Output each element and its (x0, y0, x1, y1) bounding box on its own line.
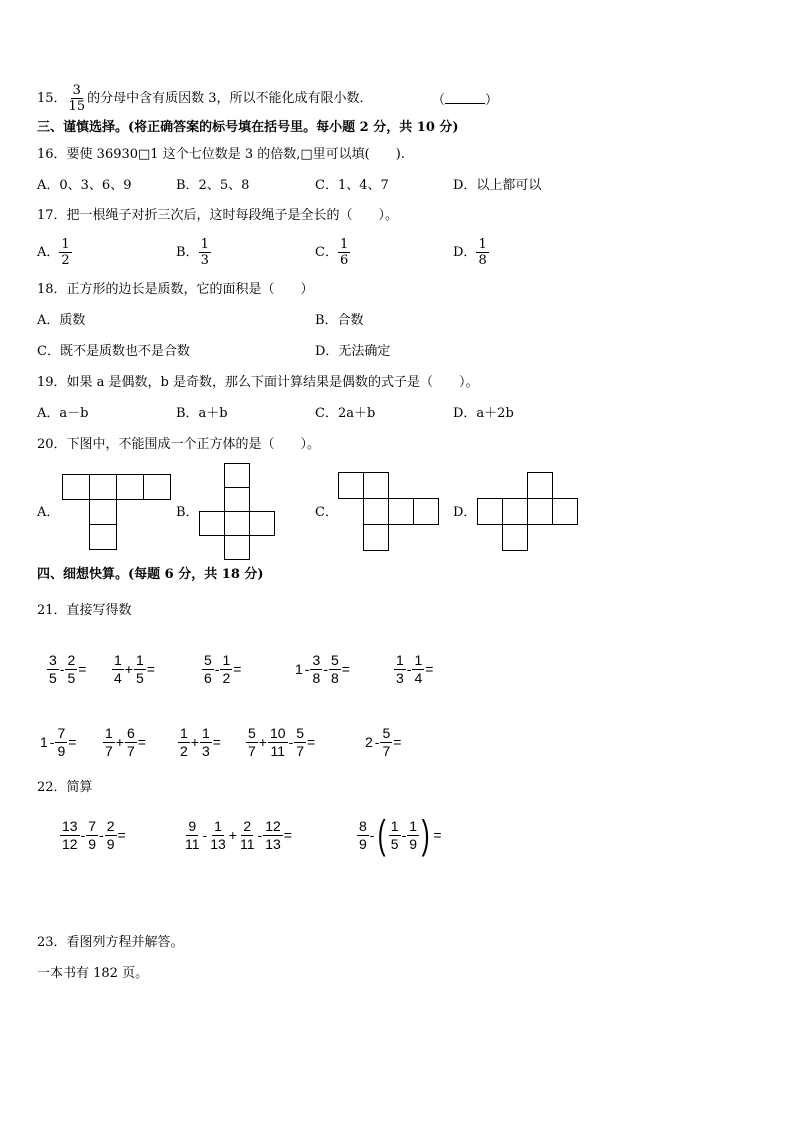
net-square (225, 488, 250, 512)
net-square (503, 499, 528, 525)
q15-fraction: $\frac{3}{15}$ (68, 83, 86, 114)
cube-net-d[interactable] (477, 472, 579, 552)
math-operator: = (425, 661, 434, 678)
math-operator: 2 (365, 734, 373, 751)
net-square (414, 499, 439, 525)
math-operator: = (433, 827, 442, 844)
net-square (117, 475, 144, 500)
fraction (112, 652, 124, 687)
numerator: 1 (114, 651, 122, 668)
numerator: 3 (49, 651, 57, 668)
numerator: 7 (88, 817, 97, 834)
fraction (200, 725, 212, 760)
net-square (528, 473, 553, 499)
q15-number: 15． (37, 91, 67, 106)
q20-option-d-label[interactable]: D． (453, 505, 477, 520)
math-operator: - (406, 661, 412, 678)
q16-option-c[interactable]: C．1、4、7 (315, 178, 389, 193)
cube-net-b[interactable] (199, 463, 277, 561)
math-operator: + (258, 734, 267, 751)
expr-r2-2[interactable] (103, 721, 147, 762)
fraction (60, 818, 80, 853)
q19-option-b[interactable]: B．a＋b (176, 406, 228, 421)
numerator: 8 (359, 817, 367, 834)
fraction (329, 652, 341, 687)
math-operator: - (288, 734, 294, 751)
math-operator: - (49, 734, 55, 751)
numerator: 5 (382, 724, 391, 741)
math-operator: + (190, 734, 199, 751)
math-operator: - (80, 827, 86, 844)
net-square (90, 525, 117, 550)
q19-option-c[interactable]: C．2a＋b (315, 406, 376, 421)
q18-stem: 18．正方形的边长是质数，它的面积是（ ） (37, 282, 314, 297)
expr-r2-3[interactable] (178, 721, 222, 762)
denominator: 6 (204, 669, 212, 686)
net-square (364, 525, 389, 551)
net-square (364, 499, 389, 525)
numerator: 1 (222, 651, 231, 668)
numerator: 5 (296, 724, 305, 741)
math-operator: - (202, 827, 208, 844)
section-4-title: 四、细想快算。(每题 6 分，共 18 分) (37, 567, 264, 582)
denominator: 12 (62, 835, 78, 852)
math-operator: - (323, 661, 328, 678)
fraction (412, 652, 424, 687)
net-square (90, 500, 117, 525)
net-square (364, 473, 389, 499)
numerator: 1 (201, 724, 210, 741)
fraction (134, 652, 146, 687)
q23-stem: 23．看图列方程并解答。 (37, 935, 184, 950)
numerator: 7 (57, 724, 66, 741)
math-operator: = (233, 661, 242, 678)
numerator: 10 (269, 724, 286, 741)
net-square (90, 475, 117, 500)
expr-r3-3[interactable] (357, 813, 443, 858)
math-operator: = (341, 661, 350, 678)
q17-option-c[interactable]: C． $\frac{1}{6}$ (315, 237, 349, 268)
q17-stem: 17．把一根绳子对折三次后，这时每段绳子是全长的（ ）。 (37, 208, 399, 223)
q19-option-d[interactable]: D．a＋2b (453, 406, 514, 421)
denominator: 9 (88, 835, 97, 852)
numerator: 2 (243, 817, 252, 834)
denominator: 2 (180, 742, 188, 759)
expr-r2-5[interactable] (364, 721, 402, 762)
math-operator: = (137, 734, 146, 751)
denominator: 5 (49, 669, 57, 686)
denominator: 3 (396, 669, 404, 686)
math-operator: - (257, 827, 263, 844)
denominator: 2 (222, 669, 231, 686)
math-operator: 1 (40, 734, 48, 751)
numerator: 5 (204, 651, 212, 668)
net-square (200, 512, 225, 536)
math-operator: = (212, 734, 221, 751)
fraction (263, 818, 283, 853)
net-square (225, 464, 250, 488)
math-operator: = (78, 661, 87, 678)
fraction (105, 818, 117, 853)
denominator: 5 (390, 835, 399, 852)
math-operator: - (59, 661, 65, 678)
math-operator: - (304, 661, 310, 678)
denominator: 11 (185, 835, 200, 852)
net-square (503, 525, 528, 551)
math-operator: + (228, 827, 237, 844)
expr-r1-1[interactable] (47, 648, 87, 689)
math-operator: - (99, 827, 104, 844)
q17-option-a[interactable]: A． $\frac{1}{2}$ (37, 237, 70, 268)
denominator: 9 (57, 742, 66, 759)
net-square (553, 499, 578, 525)
q15-answer-blank[interactable]: （ ） (432, 93, 499, 108)
math-operator: = (117, 827, 126, 844)
denominator: 9 (409, 835, 418, 852)
q18-option-c[interactable]: C．既不是质数也不是合数 (37, 344, 190, 359)
q16-option-b[interactable]: B．2、5、8 (176, 178, 250, 193)
math-operator: - (214, 661, 220, 678)
denominator: 13 (265, 835, 281, 852)
denominator: 11 (270, 742, 286, 759)
denominator: 8 (312, 669, 321, 686)
q20-stem: 20．下图中，不能围成一个正方体的是（ ）。 (37, 437, 321, 452)
denominator: 5 (67, 669, 76, 686)
net-square (339, 473, 364, 499)
numerator: 1 (390, 817, 399, 834)
numerator: 3 (312, 651, 321, 668)
math-operator: + (124, 661, 133, 678)
fraction (86, 818, 98, 853)
math-operator: 1 (295, 661, 303, 678)
expr-r1-3[interactable] (202, 648, 242, 689)
denominator: 4 (114, 669, 122, 686)
numerator: 1 (214, 817, 222, 834)
fraction (178, 725, 190, 760)
denominator: 4 (414, 669, 423, 686)
net-square (478, 499, 503, 525)
q19-option-a[interactable]: A．a－b (37, 406, 89, 421)
fraction (47, 652, 59, 687)
q16-option-a[interactable]: A．0、3、6、9 (37, 178, 132, 193)
denominator: 5 (135, 669, 144, 686)
q16-stem: 16．要使 36930□1 这个七位数是 3 的倍数,□里可以填( ). (37, 147, 405, 162)
math-operator: = (283, 827, 292, 844)
numerator: 1 (105, 724, 113, 741)
q20-option-a-label[interactable]: A． (37, 505, 60, 520)
math-operator: = (393, 734, 402, 751)
math-operator: ) (421, 813, 430, 858)
denominator: 13 (210, 835, 226, 852)
numerator: 2 (67, 651, 76, 668)
q17-option-d[interactable]: D． $\frac{1}{8}$ (453, 237, 487, 268)
numerator: 5 (330, 651, 339, 668)
math-operator: ( (378, 813, 387, 858)
fraction (407, 818, 419, 853)
math-operator: + (115, 734, 124, 751)
expr-r1-5[interactable] (394, 648, 434, 689)
expr-r2-1[interactable] (39, 721, 77, 762)
expr-r3-1[interactable] (60, 814, 127, 855)
math-operator: - (401, 827, 407, 844)
net-square (250, 512, 275, 536)
section-3-title: 三、谨慎选择。(将正确答案的标号填在括号里。每小题 2 分，共 10 分) (37, 120, 459, 135)
q18-option-b[interactable]: B．合数 (315, 313, 364, 328)
fraction (380, 725, 392, 760)
denominator: 9 (106, 835, 115, 852)
fraction (125, 725, 137, 760)
denominator: 7 (248, 742, 256, 759)
numerator: 12 (265, 817, 281, 834)
q20-option-c-label[interactable]: C． (315, 505, 338, 520)
net-square (225, 512, 250, 536)
q15-text: 的分母中含有质因数 3，所以不能化成有限小数． (87, 91, 373, 106)
math-operator: = (146, 661, 155, 678)
math-operator: - (374, 734, 380, 751)
expr-r2-4[interactable] (246, 721, 316, 762)
fraction (183, 818, 202, 853)
net-square (225, 536, 250, 560)
q17-option-b[interactable]: B． $\frac{1}{3}$ (176, 237, 209, 268)
fraction (65, 652, 77, 687)
denominator: 7 (105, 742, 113, 759)
numerator: 5 (248, 724, 256, 741)
expr-r3-2[interactable] (183, 814, 293, 855)
expr-r1-4[interactable] (294, 648, 351, 689)
fraction (310, 652, 322, 687)
numerator: 9 (188, 817, 197, 834)
numerator: 1 (135, 651, 144, 668)
q19-stem: 19．如果 a 是偶数，b 是奇数，那么下面计算结果是偶数的式子是（ ）。 (37, 375, 479, 390)
expr-r1-2[interactable] (112, 648, 156, 689)
fraction (202, 652, 214, 687)
question-15 (37, 80, 373, 118)
fraction (220, 652, 232, 687)
fraction (389, 818, 401, 853)
denominator: 7 (382, 742, 391, 759)
denominator: 7 (296, 742, 305, 759)
numerator: 1 (414, 651, 423, 668)
math-operator: = (307, 734, 316, 751)
fraction (357, 818, 369, 853)
fraction (246, 725, 258, 760)
cube-net-a[interactable] (62, 474, 172, 552)
q22-stem: 22．简算 (37, 780, 93, 795)
numerator: 13 (62, 817, 78, 834)
q16-option-d[interactable]: D．以上都可以 (453, 178, 542, 193)
denominator: 8 (330, 669, 339, 686)
denominator: 7 (126, 742, 135, 759)
numerator: 1 (409, 817, 418, 834)
q18-option-a[interactable]: A．质数 (37, 313, 86, 328)
fraction (208, 818, 228, 853)
numerator: 1 (180, 724, 188, 741)
fraction (294, 725, 306, 760)
net-square (63, 475, 90, 500)
fraction (103, 725, 115, 760)
numerator: 2 (106, 817, 115, 834)
fraction (238, 818, 257, 853)
q23-line2: 一本书有 182 页。 (37, 966, 149, 981)
math-operator: = (68, 734, 77, 751)
net-square (528, 499, 553, 525)
fraction (394, 652, 406, 687)
fraction (55, 725, 67, 760)
net-square (389, 499, 414, 525)
denominator: 3 (201, 742, 210, 759)
denominator: 9 (359, 835, 367, 852)
numerator: 1 (396, 651, 404, 668)
denominator: 11 (239, 835, 255, 852)
q18-option-d[interactable]: D．无法确定 (315, 344, 391, 359)
net-square (144, 475, 171, 500)
cube-net-c[interactable] (338, 472, 440, 552)
q20-option-b-label[interactable]: B． (176, 505, 199, 520)
q21-stem: 21．直接写得数 (37, 603, 132, 618)
fraction (268, 725, 288, 760)
math-operator: - (369, 827, 375, 844)
numerator: 6 (126, 724, 135, 741)
